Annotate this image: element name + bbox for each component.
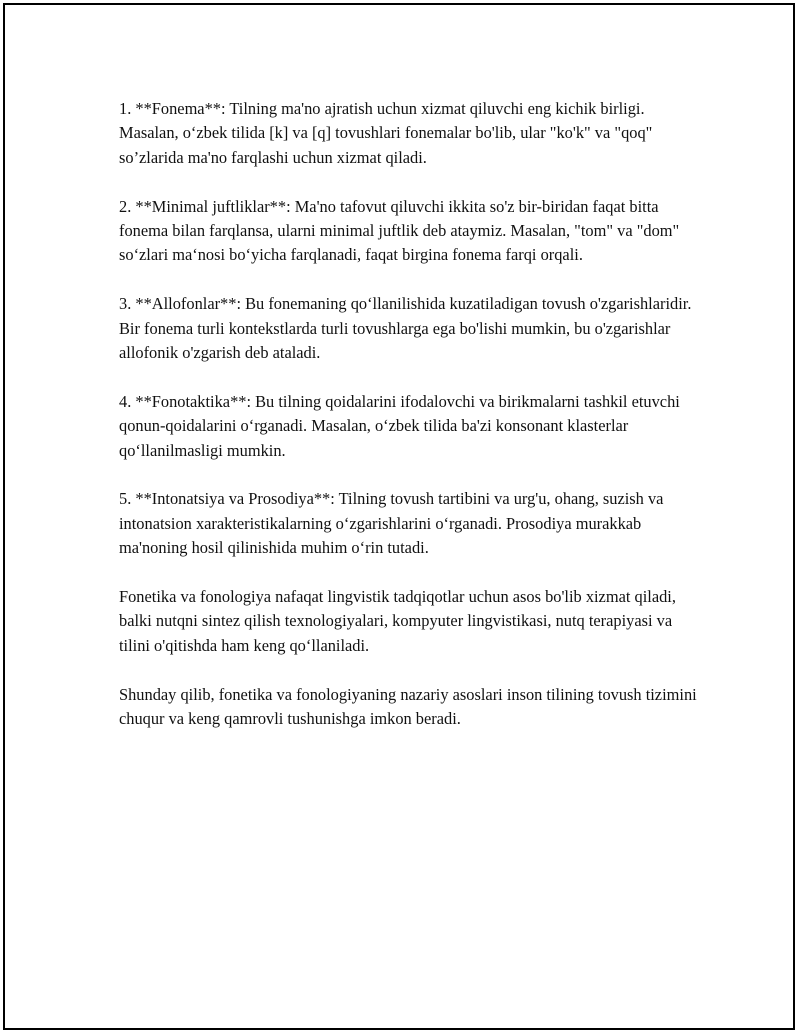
page-frame bbox=[3, 3, 795, 1030]
paragraph-minimal-juftliklar: 2. **Minimal juftliklar**: Ma'no tafovut qiluvchi ikkita so'z bir-biridan faqat bitta fonema bilan farqlansa, ularni minimal juftlik deb ataymiz. Masalan, "tom" va "dom" so‘zlari ma‘nosi bo‘yicha farqlanadi, faqat birgina fonema farqi orqali. bbox=[119, 196, 680, 265]
paragraph-summary: Fonetika va fonologiya nafaqat lingvistik tadqiqotlar uchun asos bo'lib xizmat qiladi, balki nutqni sintez qilish texnologiyalari, kompyuter lingvistikasi, nutq terapiyasi va tilini o'qitishda ham keng qo‘llaniladi. bbox=[119, 587, 676, 655]
paragraph-intonatsiya: 5. **Intonatsiya va Prosodiya**: Tilning tovush tartibini va urg'u, ohang, suzish va intonatsion xarakteristikalarning o‘zgarishlarini o‘rganadi. Prosodiya murakkab ma'noning hosil qilinishida muhim o‘rin tutadi. bbox=[119, 489, 664, 558]
paragraph-fonema: 1. **Fonema**: Tilning ma'no ajratish uchun xizmat qiluvchi eng kichik birligi. Masalan, o‘zbek tilida [k] va [q] tovushlari fonemalar bo'lib, ular "ko'k" va "qoq" so’zlarida ma'no farqlashi uchun xizmat qiladi. bbox=[119, 99, 653, 167]
paragraph-fonotaktika: 4. **Fonotaktika**: Bu tilning qoidalarini ifodalovchi va birikmalarni tashkil etuvchi qonun-qoidalarini o‘rganadi. Masalan, o‘zbek tilida ba'zi konsonant klasterlar qo‘llanilmasligi mumkin. bbox=[119, 391, 680, 460]
document-body bbox=[119, 97, 699, 756]
paragraph-allofonlar: 3. **Allofonlar**: Bu fonemaning qo‘llanilishida kuzatiladigan tovush o'zgarishlaridir. Bir fonema turli kontekstlarda turli tovushlarga ega bo'lishi mumkin, bu o'zgarishlar allofonik o'zgarish deb ataladi. bbox=[119, 294, 692, 363]
paragraph-conclusion: Shunday qilib, fonetika va fonologiyaning nazariy asoslari inson tilining tovush tizimini chuqur va keng qamrovli tushunishga imkon beradi. bbox=[119, 684, 697, 729]
